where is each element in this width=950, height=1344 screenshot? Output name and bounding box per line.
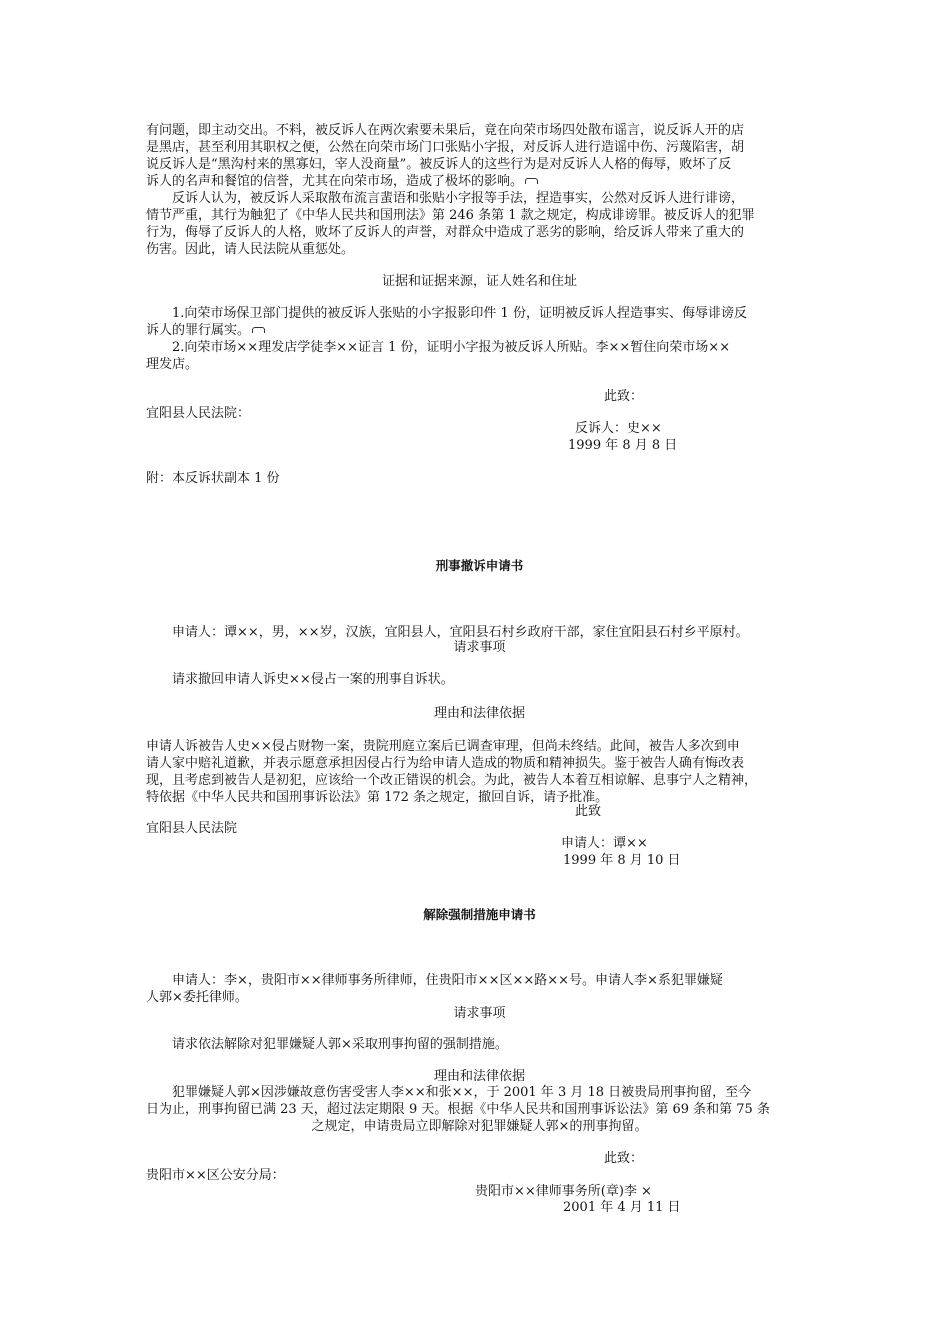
doc3-title: 解除强制措施申请书 <box>423 907 536 922</box>
doc1-evidence-1 <box>146 305 813 339</box>
doc2-applicant: 申请人：谭××，男，××岁，汉族，宜阳县人，宜阳县石村乡政府干部，家住宜阳县石村乡平原村。 <box>172 625 749 640</box>
doc2-reason-heading: 理由和法律依据 <box>433 706 525 721</box>
doc3-date: 2001 年 4 月 11 日 <box>563 1200 681 1215</box>
text-line: 人郭×委托律师。 <box>146 990 248 1005</box>
text-line: 1.向荣市场保卫部门提供的被反诉人张贴的小字报影印件 1 份，证明被反诉人捏造事实、侮辱诽谤反 <box>172 306 747 321</box>
paragraph-mark-icon <box>252 327 265 333</box>
doc2-closing: 此致 <box>575 804 602 819</box>
text-line: 日为止，刑事拘留已满 23 天，超过法定期限 9 天。根据《中华人民共和国刑事诉讼法》第 69 条和第 75 条 <box>146 1102 770 1117</box>
text-line: 申请人诉被告人史××侵占财物一案，贵院刑庭立案后已调查审理，但尚未终结。此间，被告人多次到申 <box>146 739 740 754</box>
text-line: 行为，侮辱了反诉人的人格，败坏了反诉人的声誉，对群众中造成了恶劣的影响，给反诉人带来了重大的 <box>146 225 745 240</box>
doc2-date: 1999 年 8 月 10 日 <box>563 853 681 868</box>
doc2-request-heading: 请求事项 <box>453 640 506 655</box>
doc2-title: 刑事撤诉申请书 <box>435 558 524 573</box>
doc1-evidence-2 <box>146 339 813 373</box>
doc2-court: 宜阳县人民法院 <box>146 821 238 836</box>
doc1-evidence-heading: 证据和证据来源，证人姓名和住址 <box>381 274 577 289</box>
text-line: 伤害。因此，请人民法院从重惩处。 <box>146 242 355 257</box>
doc3-reason <box>146 1084 813 1135</box>
doc3-request: 请求依法解除对犯罪嫌疑人郭×采取刑事拘留的强制措施。 <box>172 1037 508 1052</box>
text-line: 犯罪嫌疑人郭×因涉嫌故意伤害受害人李××和张××，于 2001 年 3 月 18 日被贵局刑事拘留，至今 <box>172 1085 752 1100</box>
text-line: 情节严重，其行为触犯了《中华人民共和国刑法》第 246 条第 1 款之规定，构成诽谤罪。被反诉人的犯罪 <box>146 208 755 223</box>
text-line: 理发店。 <box>146 357 199 372</box>
doc1-closing: 此致： <box>604 389 644 404</box>
doc3-addressee: 贵阳市××区公安分局： <box>146 1168 285 1183</box>
doc2-signer: 申请人：谭×× <box>561 836 648 851</box>
doc2-reason <box>146 738 813 806</box>
text-line: 特依据《中华人民共和国刑事诉讼法》第 172 条之规定，撤回自诉，请予批准。 <box>146 790 609 805</box>
text-line: 有问题，即主动交出。不料，被反诉人在两次索要未果后，竟在向荣市场四处散布谣言，说反诉人开的店 <box>146 123 745 138</box>
text-line: 现，且考虑到被告人是初犯，应该给一个改正错误的机会。为此，被告人本着互相谅解、息事宁人之精神， <box>146 773 758 788</box>
doc1-signer: 反诉人：史×× <box>575 421 662 436</box>
doc3-applicant <box>146 972 813 1006</box>
doc1-date: 1999 年 8 月 8 日 <box>568 438 678 453</box>
doc1-paragraph-2 <box>146 190 813 258</box>
doc3-reason-heading: 理由和法律依据 <box>433 1069 525 1084</box>
text-line: 是黑店，甚至利用其职权之便，公然在向荣市场门口张贴小字报，对反诉人进行造谣中伤、污蔑陷害，胡 <box>146 140 745 155</box>
doc1-paragraph-1 <box>146 122 813 190</box>
doc1-court: 宜阳县人民法院： <box>146 406 251 421</box>
text-line: 反诉人认为，被反诉人采取散布流言蜚语和张贴小字报等手法，捏造事实，公然对反诉人进行诽谤， <box>172 191 745 206</box>
doc2-request: 请求撤回申请人诉史××侵占一案的刑事自诉状。 <box>172 672 454 687</box>
paragraph-mark-icon <box>525 178 538 184</box>
doc3-signer: 贵阳市××律师事务所(章)李 × <box>475 1184 652 1199</box>
text-line: 2.向荣市场××理发店学徒李××证言 1 份，证明小字报为被反诉人所贴。李××暂住向荣市场×× <box>172 340 731 355</box>
text-line: 说反诉人是“黑沟村来的黑寡妇，宰人没商量”。被反诉人的这些行为是对反诉人人格的侮辱，败坏了反 <box>146 157 732 172</box>
text-line: 诉人的名声和餐馆的信誉，尤其在向荣市场，造成了极坏的影响。 <box>146 173 813 190</box>
text-line: 之规定，申请贵局立即解除对犯罪嫌疑人郭×的刑事拘留。 <box>311 1119 648 1134</box>
doc3-request-heading: 请求事项 <box>453 1006 506 1021</box>
doc1-attachment: 附：本反诉状副本 1 份 <box>146 471 280 486</box>
text-line: 请人家中赔礼道歉，并表示愿意承担因侵占行为给申请人造成的物质和精神损失。鉴于被告人确有悔改表 <box>146 756 745 771</box>
text-line: 申请人：李×，贵阳市××律师事务所律师，住贵阳市××区××路××号。申请人李×系犯罪嫌疑 <box>172 973 723 988</box>
doc3-closing: 此致： <box>604 1151 644 1166</box>
text-line: 诉人的罪行属实。 <box>146 322 813 339</box>
